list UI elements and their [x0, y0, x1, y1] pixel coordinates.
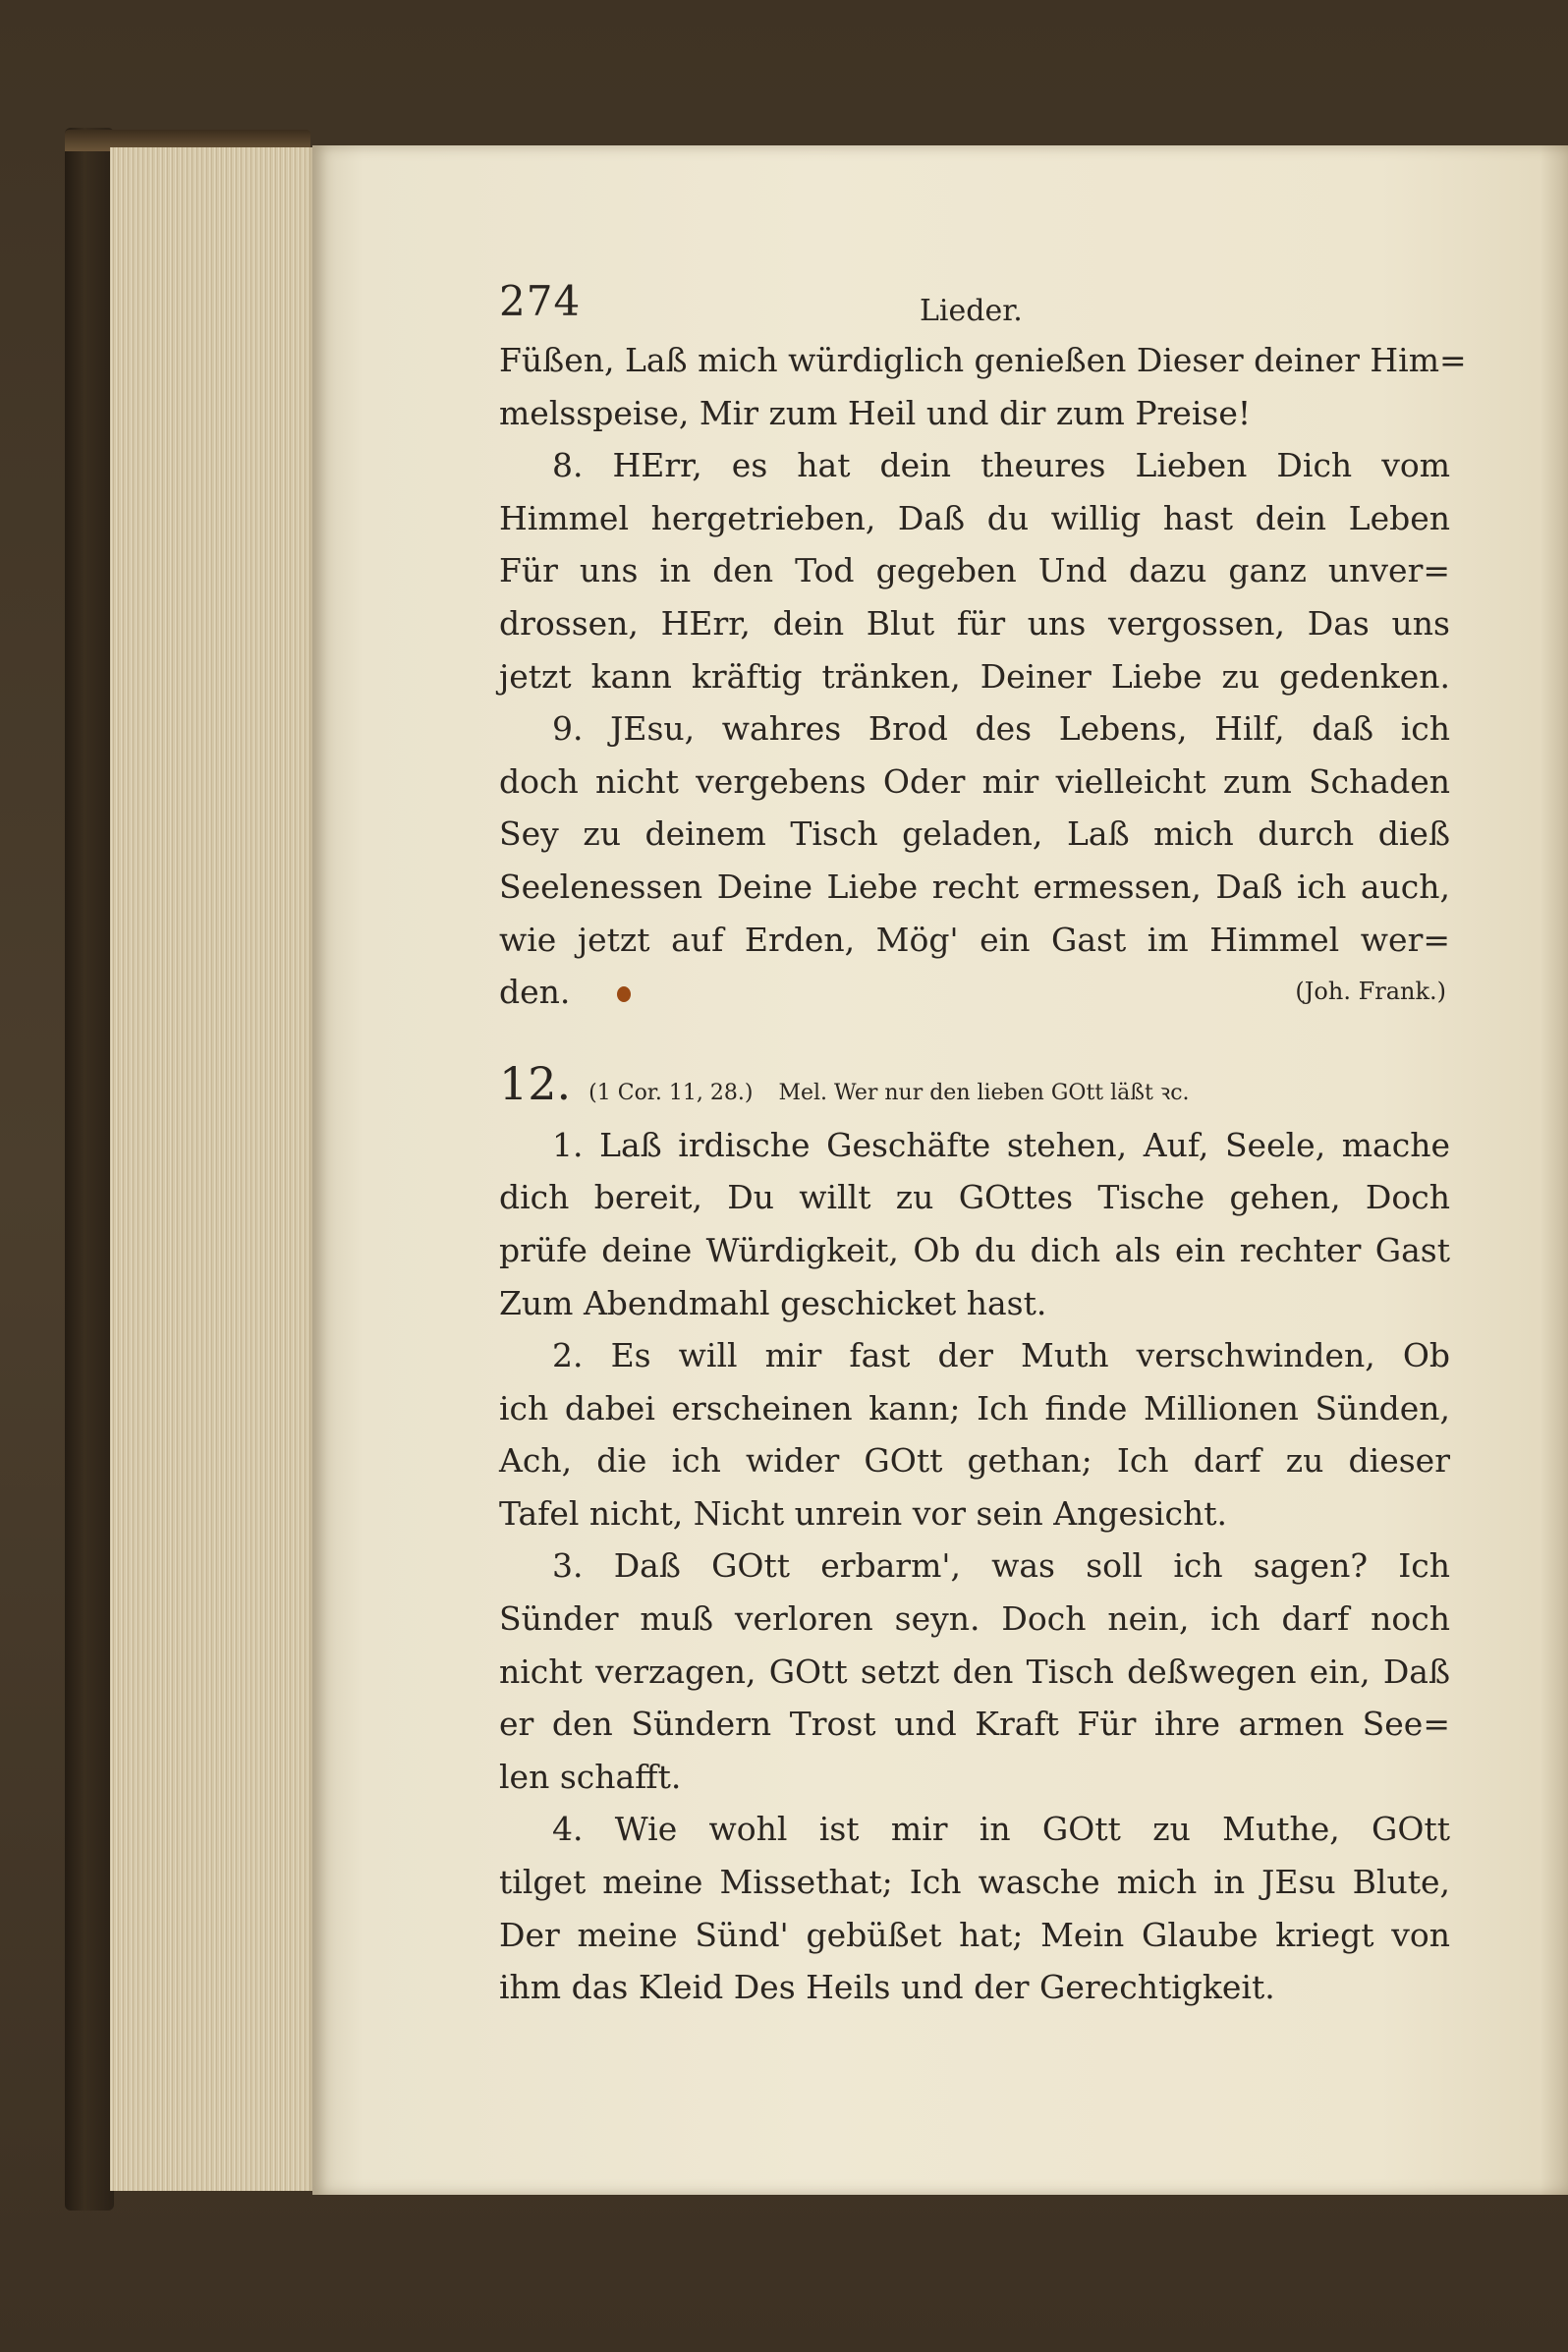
page-text: [499, 275, 1467, 2014]
verse-9-line: Sey zu deinem Tisch geladen, Laß mich durch dieß: [499, 814, 1450, 854]
verse-9-line: 9. JEsu, wahres Brod des Lebens, Hilf, daß ich: [552, 709, 1450, 749]
verse-1-line: Zum Abendmahl geschicket hast.: [499, 1283, 1047, 1322]
verse-8-line: jetzt kann kräftig tränken, Deiner Liebe zu gedenken.: [499, 656, 1450, 696]
book-cover: [65, 128, 114, 2211]
final-line: [499, 966, 1450, 1019]
verse-9-line: doch nicht vergebens Oder mir vielleicht zum Schaden: [499, 761, 1450, 801]
page-gutter-shadow: [1540, 145, 1568, 2195]
verse-3-line: er den Sündern Trost und Kraft Für ihre armen See=: [499, 1705, 1450, 1744]
hymn-number: 12.: [499, 1056, 572, 1110]
verse-1-line: prüfe deine Würdigkeit, Ob du dich als ein rechter Gast: [499, 1230, 1450, 1269]
final-fragment: den.: [499, 973, 571, 1012]
page-header: [499, 275, 1450, 334]
scripture-reference: (1 Cor. 11, 28.): [588, 1080, 754, 1105]
text-line: Füßen, Laß mich würdiglich genießen Dieser deiner Him=: [499, 341, 1467, 379]
verse-2-line: Tafel nicht, Nicht unrein vor sein Angesicht.: [499, 1493, 1227, 1533]
verse-1-line: dich bereit, Du willt zu GOttes Tische gehen, Doch: [499, 1178, 1450, 1217]
verse-3-line: 3. Daß GOtt erbarm', was soll ich sagen? Ich: [552, 1546, 1450, 1586]
hymn-heading: [499, 1058, 1450, 1119]
verse-4-line: tilget meine Missethat; Ich wasche mich in JEsu Blute,: [499, 1863, 1450, 1902]
ink-stain: [617, 986, 631, 1002]
verse-4-line: ihm das Kleid Des Heils und der Gerechtigkeit.: [499, 1968, 1275, 2007]
verse-4-line: Der meine Sünd' gebüßet hat; Mein Glaube kriegt von: [499, 1915, 1450, 1954]
text-line: melsspeise, Mir zum Heil und dir zum Preise!: [499, 393, 1252, 432]
author-attribution: (Joh. Frank.): [1295, 978, 1446, 1006]
verse-3-line: len schafft.: [499, 1757, 682, 1796]
verse-9-line: wie jetzt auf Erden, Mög' ein Gast im Himmel wer=: [499, 920, 1450, 959]
verse-2-line: 2. Es will mir fast der Muth verschwinden, Ob: [552, 1336, 1450, 1375]
verse-2-line: Ach, die ich wider GOtt gethan; Ich darf zu dieser: [499, 1441, 1450, 1481]
melody-note: Mel. Wer nur den lieben GOtt läßt ꝛc.: [778, 1080, 1190, 1105]
page-number: 274: [499, 277, 582, 325]
verse-8-line: Für uns in den Tod gegeben Und dazu ganz unver=: [499, 551, 1450, 590]
page-edges: [110, 147, 324, 2191]
running-title: Lieder.: [920, 294, 1023, 328]
verse-8-line: drossen, HErr, dein Blut für uns vergossen, Das uns: [499, 603, 1450, 643]
verse-2-line: ich dabei erscheinen kann; Ich finde Millionen Sünden,: [499, 1388, 1450, 1428]
verse-1-line: 1. Laß irdische Geschäfte stehen, Auf, Seele, mache: [552, 1125, 1450, 1164]
verse-8-line: 8. HErr, es hat dein theures Lieben Dich vom: [552, 446, 1450, 485]
final-fragment-wrap: [499, 966, 631, 1019]
verse-8-line: Himmel hergetrieben, Daß du willig hast dein Leben: [499, 498, 1450, 537]
verse-9-line: Seelenessen Deine Liebe recht ermessen, Daß ich auch,: [499, 867, 1450, 906]
verse-4-line: 4. Wie wohl ist mir in GOtt zu Muthe, GOtt: [552, 1810, 1450, 1849]
verse-3-line: Sünder muß verloren seyn. Doch nein, ich darf noch: [499, 1599, 1450, 1639]
verse-3-line: nicht verzagen, GOtt setzt den Tisch deßwegen ein, Daß: [499, 1652, 1450, 1691]
